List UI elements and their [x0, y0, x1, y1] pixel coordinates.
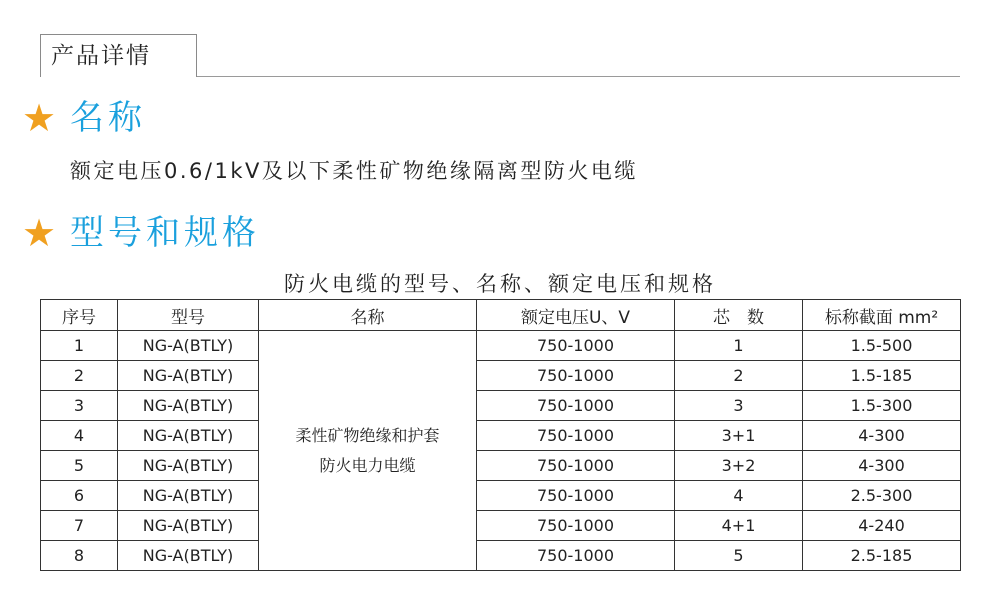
cell-section: 1.5-300: [803, 391, 961, 421]
section-heading-name: [22, 96, 146, 140]
header-seq: 序号: [41, 300, 118, 331]
cell-section: 1.5-185: [803, 361, 961, 391]
cell-seq: 6: [41, 481, 118, 511]
header-model: 型号: [118, 300, 259, 331]
cell-cores: 3+2: [675, 451, 803, 481]
tab-product-details[interactable]: 产品详情: [40, 34, 197, 77]
table-row: [41, 481, 961, 511]
cell-model: NG-A(BTLY): [118, 361, 259, 391]
cable-name-line2: 防火电力电缆: [319, 455, 416, 475]
cell-seq: 3: [41, 391, 118, 421]
table-row: [41, 331, 961, 361]
cell-cores: 4+1: [675, 511, 803, 541]
cell-cores: 2: [675, 361, 803, 391]
table-row: [41, 421, 961, 451]
cable-name-line1: 柔性矿物绝缘和护套: [295, 425, 440, 445]
cell-seq: 4: [41, 421, 118, 451]
table-row: [41, 451, 961, 481]
cell-voltage: 750-1000: [477, 391, 675, 421]
cell-cable-name: [259, 331, 477, 571]
header-cores: 芯 数: [675, 300, 803, 331]
header-section: 标称截面 mm²: [803, 300, 961, 331]
cell-section: 4-240: [803, 511, 961, 541]
table-row: [41, 391, 961, 421]
table-row: [41, 541, 961, 571]
header-name: 名称: [259, 300, 477, 331]
cell-cores: 4: [675, 481, 803, 511]
cell-voltage: 750-1000: [477, 541, 675, 571]
cell-seq: 7: [41, 511, 118, 541]
cell-model: NG-A(BTLY): [118, 481, 259, 511]
header-voltage: 额定电压U、V: [477, 300, 675, 331]
cell-section: 4-300: [803, 421, 961, 451]
cell-model: NG-A(BTLY): [118, 451, 259, 481]
cell-voltage: 750-1000: [477, 421, 675, 451]
table-title: 防火电缆的型号、名称、额定电压和规格: [284, 272, 716, 296]
tab-underline: [197, 76, 960, 77]
cell-section: 2.5-185: [803, 541, 961, 571]
cell-model: NG-A(BTLY): [118, 331, 259, 361]
cell-voltage: 750-1000: [477, 511, 675, 541]
cell-voltage: 750-1000: [477, 451, 675, 481]
cell-model: NG-A(BTLY): [118, 391, 259, 421]
cell-voltage: 750-1000: [477, 331, 675, 361]
section-heading-model: [22, 211, 260, 255]
cell-model: NG-A(BTLY): [118, 511, 259, 541]
section-title-model: 型号和规格: [70, 213, 260, 253]
table-header-row: [41, 300, 961, 331]
spec-table: [40, 299, 961, 571]
product-name-text: 额定电压0.6/1kV及以下柔性矿物绝缘隔离型防火电缆: [70, 159, 638, 183]
table-row: [41, 511, 961, 541]
cell-section: 2.5-300: [803, 481, 961, 511]
cell-seq: 1: [41, 331, 118, 361]
cell-cores: 5: [675, 541, 803, 571]
cell-section: 1.5-500: [803, 331, 961, 361]
product-details-tab-header: [40, 34, 960, 78]
cell-model: NG-A(BTLY): [118, 421, 259, 451]
cell-section: 4-300: [803, 451, 961, 481]
section-title-name: 名称: [70, 98, 146, 138]
cell-cores: 1: [675, 331, 803, 361]
star-icon: ★: [22, 211, 57, 255]
cell-seq: 5: [41, 451, 118, 481]
cell-seq: 2: [41, 361, 118, 391]
cell-cores: 3+1: [675, 421, 803, 451]
star-icon: ★: [22, 96, 57, 140]
cell-seq: 8: [41, 541, 118, 571]
cell-model: NG-A(BTLY): [118, 541, 259, 571]
cell-voltage: 750-1000: [477, 361, 675, 391]
table-row: [41, 361, 961, 391]
cell-cores: 3: [675, 391, 803, 421]
cell-voltage: 750-1000: [477, 481, 675, 511]
